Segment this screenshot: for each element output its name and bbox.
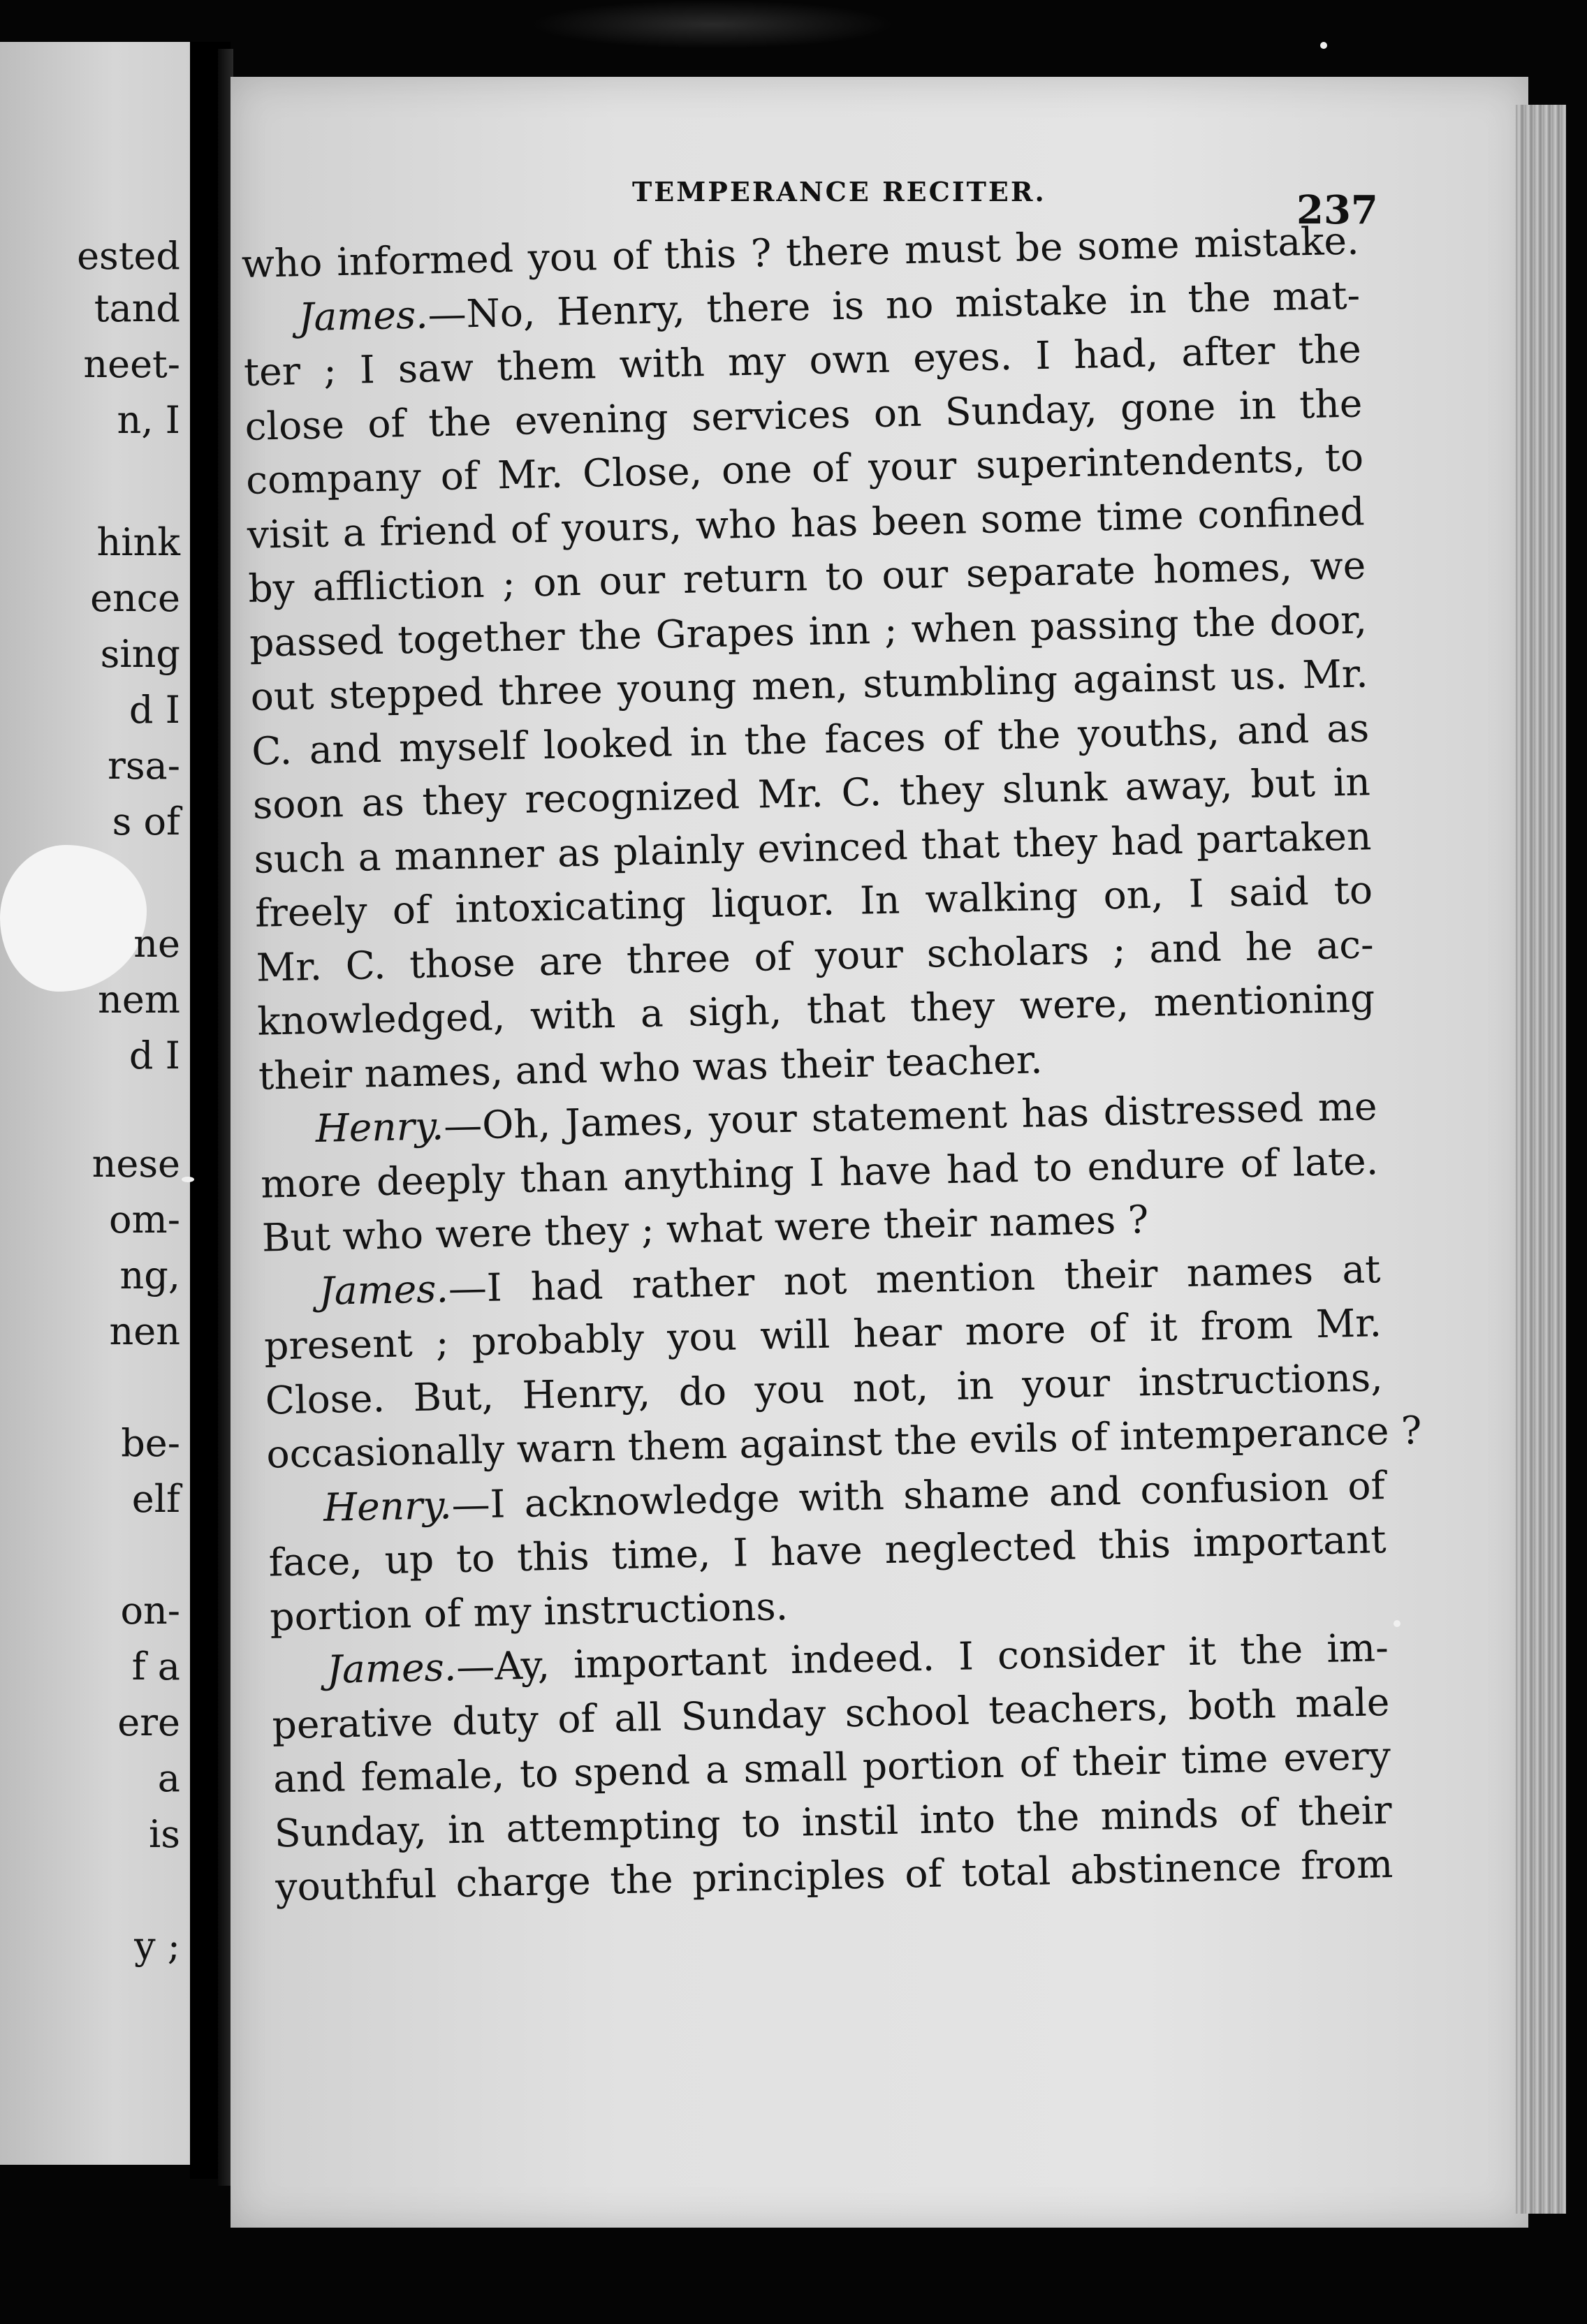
- line-text: youthful charge the principles of total abstinence from: [275, 1841, 1394, 1910]
- line-text: their names, and who was their teacher.: [258, 1036, 1044, 1098]
- previous-page-text-fragment: ested: [77, 234, 180, 278]
- line-text: visit a friend of yours, who has been some time confined: [247, 488, 1366, 557]
- line-text: close of the evening services on Sunday, gone in the: [244, 380, 1363, 449]
- previous-page-text-fragment: ng,: [119, 1253, 180, 1297]
- line-text: who informed you of this ? there must be some mistake.: [241, 218, 1360, 286]
- line-text: Mr. C. those are three of your scholars ; and he ac-: [256, 921, 1375, 990]
- speaker-name: James.: [298, 291, 429, 339]
- line-text: C. and myself looked in the faces of the youths, and as: [251, 705, 1370, 774]
- previous-page-text-fragment: tand: [94, 286, 180, 330]
- previous-page-text-fragment: ne: [133, 922, 180, 966]
- previous-page-text-fragment: d I: [129, 688, 180, 732]
- page-stack-edge: [1516, 105, 1566, 2214]
- previous-page-text-fragment: n, I: [117, 398, 180, 442]
- line-text: and female, to spend a small portion of their time every: [272, 1733, 1391, 1802]
- line-text: freely of intoxicating liquor. In walking on, I said to: [254, 867, 1373, 936]
- line-text: company of Mr. Close, one of your superintendents, to: [245, 434, 1364, 503]
- line-text: —No, Henry, there is no mistake in the mat-: [427, 272, 1361, 337]
- previous-page-text-fragment: a: [157, 1756, 180, 1800]
- line-text: present ; probably you will hear more of it from Mr.: [263, 1300, 1382, 1369]
- running-head: TEMPERANCE RECITER.: [632, 176, 1046, 207]
- line-text: Sunday, in attempting to instil into the minds of their: [274, 1787, 1393, 1855]
- previous-page-text-fragment: nem: [98, 978, 180, 1022]
- line-text: —I had rather not mention their names at: [448, 1246, 1381, 1311]
- line-text: by affliction ; on our return to our separate homes, we: [247, 543, 1366, 611]
- speaker-name: James.: [326, 1645, 457, 1692]
- previous-page-text-fragment: nese: [92, 1142, 180, 1186]
- previous-page-text-fragment: om-: [109, 1198, 180, 1242]
- previous-page-text-fragment: d I: [129, 1034, 180, 1078]
- previous-page-text-fragment: be-: [121, 1421, 180, 1465]
- page-number: 237: [1296, 187, 1378, 233]
- line-text: portion of my instructions.: [269, 1583, 789, 1640]
- previous-page-text-fragment: hink: [96, 520, 180, 564]
- scan-smudge: [531, 0, 894, 49]
- line-text: —Ay, important indeed. I consider it the im-: [455, 1625, 1389, 1689]
- speaker-name: Henry.: [323, 1482, 453, 1530]
- previous-page-text-fragment: sing: [100, 632, 180, 676]
- previous-page-text-fragment: on-: [120, 1589, 180, 1633]
- body-text: [241, 214, 1423, 1914]
- previous-page-text-fragment: f a: [131, 1645, 180, 1689]
- line-text: occasionally warn them against the evils of intemperance ?: [265, 1407, 1423, 1477]
- speaker-name: James.: [318, 1265, 449, 1314]
- line-text: —Oh, James, your statement has distressed me: [443, 1084, 1378, 1149]
- previous-page-text-fragment: s of: [112, 800, 180, 844]
- line-text: ter ; I saw them with my own eyes. I had, after the: [243, 326, 1362, 395]
- scan-speck: [1320, 42, 1327, 49]
- previous-page-text-fragment: is: [149, 1812, 180, 1856]
- line-text: out stepped three young men, stumbling against us. Mr.: [250, 651, 1369, 719]
- line-text: passed together the Grapes inn ; when passing the door,: [249, 596, 1368, 665]
- line-text: Close. But, Henry, do you not, in your instructions,: [265, 1354, 1384, 1423]
- line-text: such a manner as plainly evinced that they had partaken: [253, 813, 1372, 882]
- line-text: face, up to this time, I have neglected this important: [268, 1517, 1387, 1585]
- scan-speck: [182, 1177, 194, 1182]
- paper-damage: [0, 845, 147, 992]
- line-text: more deeply than anything I have had to endure of late.: [260, 1138, 1379, 1207]
- previous-page-fragment: [0, 42, 190, 2165]
- line-text: But who were they ; what were their names ?: [261, 1197, 1149, 1260]
- previous-page-text-fragment: rsa-: [108, 744, 180, 788]
- speaker-name: Henry.: [315, 1103, 444, 1152]
- scan-speck: [1394, 1620, 1400, 1627]
- previous-page-text-fragment: y ;: [134, 1924, 180, 1968]
- previous-page-text-fragment: elf: [131, 1477, 180, 1521]
- line-text: knowledged, with a sigh, that they were, mentioning: [256, 976, 1375, 1044]
- previous-page-text-fragment: neet-: [83, 342, 180, 386]
- previous-page-text-fragment: nen: [109, 1309, 180, 1353]
- line-text: soon as they recognized Mr. C. they slunk away, but in: [252, 759, 1371, 828]
- line-text: perative duty of all Sunday school teachers, both male: [271, 1679, 1390, 1748]
- previous-page-text-fragment: ere: [117, 1700, 180, 1744]
- line-text: —I acknowledge with shame and confusion of: [451, 1462, 1386, 1527]
- previous-page-text-fragment: ence: [90, 576, 180, 620]
